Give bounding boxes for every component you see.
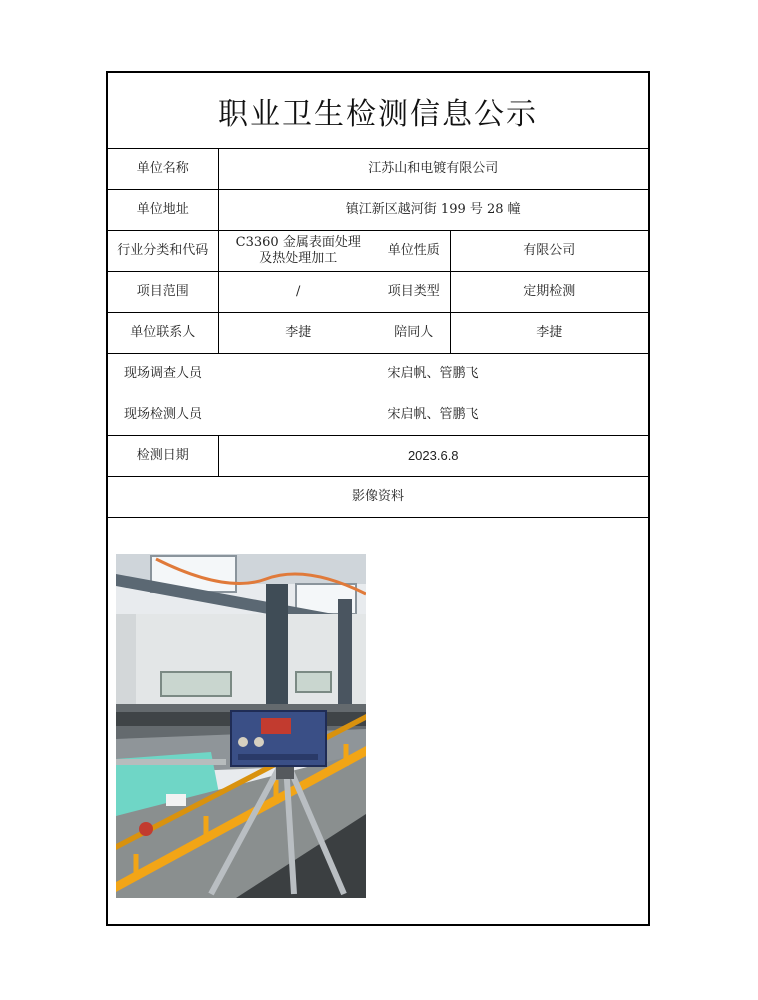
images-heading: 影像资料 <box>108 477 648 518</box>
inspect-staff-label: 现场检测人员 <box>123 406 202 422</box>
date-value: 2023.6.8 <box>218 436 648 477</box>
row-industry <box>108 231 648 272</box>
survey-staff-value: 宋启帆、管鹏飞 <box>218 354 648 395</box>
unit-address-value: 镇江新区越河街 199 号 28 幢 <box>218 190 648 231</box>
inspect-staff-value: 宋启帆、管鹏飞 <box>387 406 479 422</box>
contact-label: 单位联系人 <box>108 313 218 354</box>
unit-name-value: 江苏山和电镀有限公司 <box>218 149 648 190</box>
row-inspect-staff <box>108 395 648 436</box>
info-table <box>108 148 648 518</box>
unit-nature-label: 单位性质 <box>378 231 450 272</box>
industry-value: C3360 金属表面处理及热处理加工 <box>218 231 378 272</box>
survey-staff-label: 现场调查人员 <box>108 354 218 395</box>
date-label: 检测日期 <box>108 436 218 477</box>
row-unit-address <box>108 190 648 231</box>
row-images <box>108 477 648 518</box>
project-type-value: 定期检测 <box>450 272 648 313</box>
row-project <box>108 272 648 313</box>
document-title: 职业卫生检测信息公示 <box>218 96 538 132</box>
escort-value: 李捷 <box>450 313 648 354</box>
unit-nature-value: 有限公司 <box>450 231 648 272</box>
row-unit-name <box>108 149 648 190</box>
unit-address-label: 单位地址 <box>108 190 218 231</box>
industry-label: 行业分类和代码 <box>108 231 218 272</box>
row-survey-staff <box>108 354 648 395</box>
unit-name-label: 单位名称 <box>108 149 218 190</box>
escort-label: 陪同人 <box>378 313 450 354</box>
project-type-label: 项目类型 <box>378 272 450 313</box>
row-date <box>108 436 648 477</box>
row-contact <box>108 313 648 354</box>
project-scope-value: / <box>218 272 378 313</box>
contact-value: 李捷 <box>218 313 378 354</box>
site-photo-drawing <box>116 554 366 898</box>
project-scope-label: 项目范围 <box>108 272 218 313</box>
site-photo <box>116 554 366 898</box>
